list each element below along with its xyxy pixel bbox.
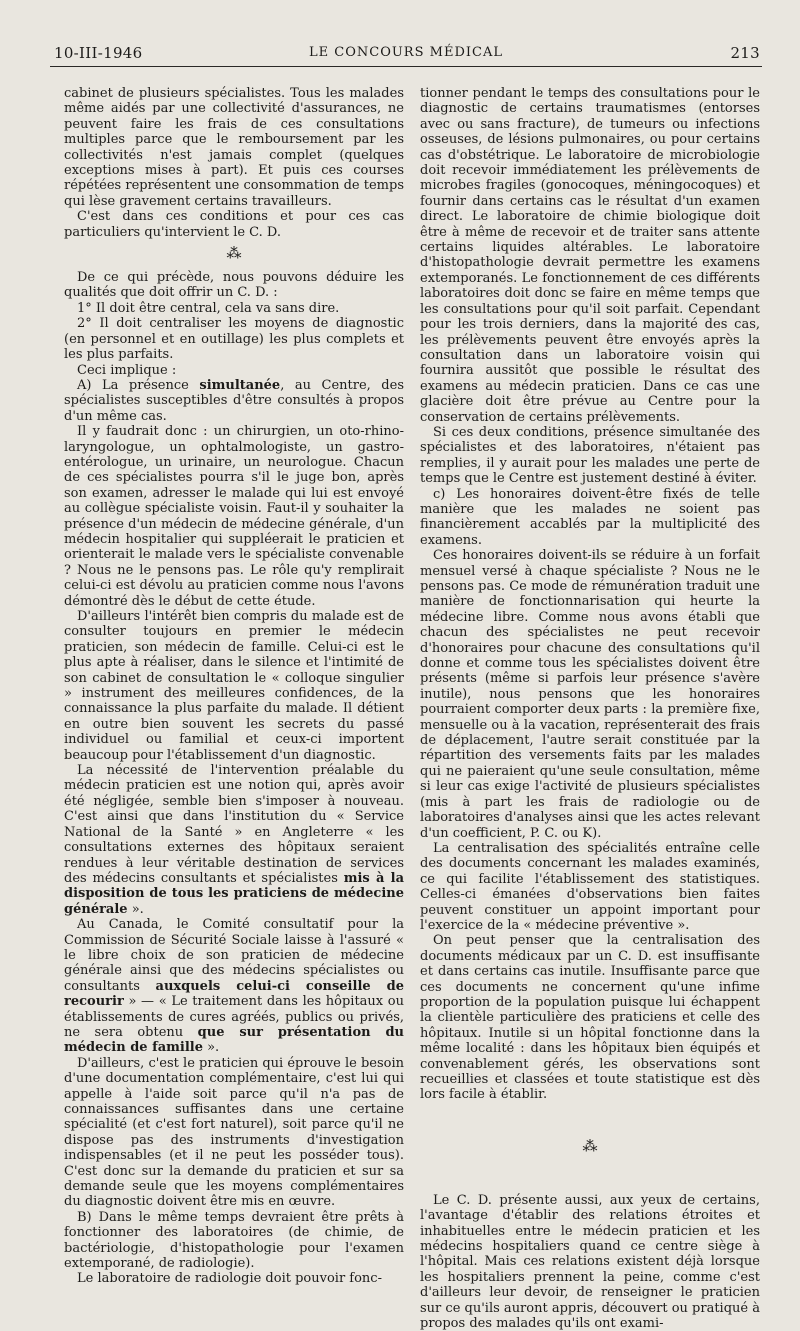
paragraph: 1° Il doit être central, cela va sans dire.	[77, 300, 340, 316]
text-run: , au Centre, des spécialistes susceptibles d'être consultés à propos d'un même cas.	[64, 377, 404, 424]
bold-text: que sur présentation du médecin de famille	[64, 1024, 405, 1056]
paragraph	[64, 917, 404, 1056]
spacer	[420, 1103, 760, 1133]
right-column	[420, 86, 760, 1331]
bold-text: mis à la disposition de tous les praticiens de médecine générale	[64, 870, 404, 917]
paragraph: B) Dans le même temps devraient être prêts à fonctionner des laboratoires (de chimie, de bactériologie, d'histopathologie pour l'examen extemporané, de radiologie).	[64, 1209, 404, 1272]
paragraph: Ces honoraires doivent-ils se réduire à un forfait mensuel versé à chaque spécialiste ? Nous ne le pensons pas. Ce mode de rémunération traduit une manière de fonctionnarisation qui heurte la médecine libre. Comme nous avons établi que chacun des spécialistes ne peut recevoir d'honoraires pour chacune des consultations qu'il donne et comme tous les spécialistes doivent être présents (même si parfois leur présence s'avère inutile), nous pensons que les honoraires pourraient comporter deux parts : la première fixe, mensuelle ou à la vacation, représenterait des frais de déplacement, l'autre serait constituée par la répartition des versements faits par les malades qui ne paieraient qu'une seule consultation, même si leur cas exige l'activité de plusieurs spécialistes (mis à part les frais de radiologie ou de laboratoires d'analyses ainsi que les actes relevant d'un coefficient, P. C. ou K).	[420, 548, 760, 841]
text-run: ».	[127, 901, 144, 917]
running-header	[50, 40, 762, 66]
paragraph: Si ces deux conditions, présence simultanée des spécialistes et des laboratoires, n'étaient pas remplies, il y aurait pour les malades une perte de temps que le Centre est justement destiné à éviter.	[420, 424, 760, 487]
left-column	[64, 86, 405, 1287]
bold-text: simultanée	[199, 377, 281, 393]
header-rule	[50, 66, 762, 67]
paragraph: 2° Il doit centraliser les moyens de diagnostic (en personnel et en outillage) les plus complets et les plus parfaits.	[64, 316, 404, 363]
text-run: Au Canada, le Comité consultatif pour la Commission de Sécurité Sociale laisse à l'assuré « le libre choix de son praticien de médecine générale ainsi que des médecins spécialistes ou consultants	[64, 917, 404, 994]
text-run: La nécessité de l'intervention préalable du médecin praticien est une notion qui, après avoir été négligée, semble bien s'imposer à nouveau. C'est ainsi que dans l'institution du « Service National de la Santé » en Angleterre « les consultations externes des hôpitaux seraient rendues à leur véritable destination de services des médecins consultants et spécialistes	[64, 763, 404, 886]
paragraph: tionner pendant le temps des consultations pour le diagnostic de certains traumatismes (entorses avec ou sans fracture), de tumeurs ou infections osseuses, de lésions pulmonaires, ou pour certains cas d'obstétrique. Le laboratoire de microbiologie doit recevoir immédiatement les prélèvements de microbes fragiles (gonocoques, méningocoques) et fournir dans certains cas le résultat d'un examen direct. Le laboratoire de chimie biologique doit être à même de recevoir et de traiter sans attente certains liquides altérables. Le laboratoire d'histopathologie devrait permettre les examens extemporanés. Le fonctionnement de ces différents laboratoires doit donc se faire en même temps que les consultations pour qu'il soit parfait. Cependant pour les trois derniers, dans la majorité des cas, les prélèvements peuvent être envoyés après la consultation dans un laboratoire voisin qui fournira aussitôt que possible le résultat des examens au médecin praticien. Dans ce cas une glacière doit être prévue au Centre pour la conservation de certains prélèvements.	[420, 86, 760, 425]
spacer	[420, 1163, 760, 1193]
paragraph: D'ailleurs, c'est le praticien qui éprouve le besoin d'une documentation complémentaire, c'est lui qui appelle à l'aide soit parce qu'il n'a pas de connaissances suffisantes dans une certaine spécialité (et c'est fort naturel), soit parce qu'il ne dispose pas des instruments d'investigation indispensables (et il ne peut les posséder tous). C'est donc sur la demande du praticien et sur sa demande seule que les moyens complémentaires du diagnostic doivent être mis en œuvre.	[64, 1055, 404, 1210]
section-separator: ⁂	[226, 244, 242, 263]
text-run: A) La présence	[77, 377, 200, 393]
paragraph: c) Les honoraires doivent-être fixés de telle manière que les malades ne soient pas financièrement accablés par la multiplicité des examens.	[420, 486, 760, 548]
header-page-number: 213	[730, 44, 760, 62]
paragraph: Le laboratoire de radiologie doit pouvoir fonc-	[77, 1271, 382, 1287]
bold-text: auxquels celui-ci conseille de recourir	[64, 978, 404, 1010]
section-separator: ⁂	[582, 1136, 598, 1155]
paragraph: Ceci implique :	[77, 362, 177, 378]
paragraph: cabinet de plusieurs spécialistes. Tous les malades même aidés par une collectivité d'assurances, ne peuvent faire les frais de ces consultations multiples parce que le remboursement par les collectivités n'est jamais complet (quelques exceptions mises à part). Et puis ces courses répétées représentent une consommation de temps qui lèse gravement certains travailleurs.	[64, 86, 404, 209]
header-journal-title: LE CONCOURS MÉDICAL	[309, 45, 503, 60]
paragraph: D'ailleurs l'intérêt bien compris du malade est de consulter toujours en premier le médecin praticien, son médecin de famille. Celui-ci est le plus apte à réaliser, dans le silence et l'intimité de son cabinet de consultation le « colloque singulier » instrument des meilleures confidences, de la connaissance la plus parfaite du malade. Il détient en outre bien souvent les secrets du passé individuel ou familial et ceux-ci importent beaucoup pour l'établissement d'un diagnostic.	[64, 609, 404, 763]
text-run: » — « Le traitement dans les hôpitaux ou établissements de cures agréés, publics ou privés, ne sera obtenu	[64, 994, 404, 1040]
header-date: 10-III-1946	[54, 44, 143, 62]
paragraph: Le C. D. présente aussi, aux yeux de certains, l'avantage d'établir des relations étroites et inhabituelles entre le médecin praticien et les médecins hospitaliers quand ce centre siège à l'hôpital. Mais ces relations existent déjà lorsque les hospitaliers prennent la peine, comme c'est d'ailleurs leur devoir, de renseigner le praticien sur ce qu'ils auront appris, découvert ou pratiqué à propos des malades qu'ils ont exami-	[420, 1192, 760, 1331]
paragraph: C'est dans ces conditions et pour ces cas particuliers qu'intervient le C. D.	[64, 209, 404, 240]
paragraph	[64, 763, 404, 917]
text-run: ».	[202, 1040, 220, 1056]
paragraph: De ce qui précède, nous pouvons déduire les qualités que doit offrir un C. D. :	[64, 270, 404, 301]
paragraph: On peut penser que la centralisation des documents médicaux par un C. D. est insuffisante et dans certains cas inutile. Insuffisante parce que ces documents ne concernent qu'une infime proportion de la population puisque lui échappent la clientèle particulière des praticiens et celle des hôpitaux. Inutile si un hôpital fonctionne dans la même localité : dans les hôpitaux bien équipés et convenablement gérés, les observations sont recueillies et classées et toute statistique est dès lors facile à établir.	[420, 933, 760, 1103]
paragraph: Il y faudrait donc : un chirurgien, un oto-rhino-laryngologue, un ophtalmologiste, un gastro-entérologue, un urinaire, un neurologue. Chacun de ces spécialistes pourra s'il le juge bon, après son examen, adresser le malade qui lui est envoyé au collègue spécialiste voisin. Faut-il y souhaiter la présence d'un médecin de médecine générale, d'un médecin hospitalier qui suppléerait le praticien et orienterait le malade vers le spécialiste convenable ? Nous ne le pensons pas. Le rôle qu'y remplirait celui-ci est dévolu au praticien comme nous l'avons démontré dès le début de cette étude.	[64, 424, 404, 609]
paragraph: La centralisation des spécialités entraîne celle des documents concernant les malades examinés, ce qui facilite l'établissement des statistiques. Celles-ci émanées d'observations bien faites peuvent constituer un appoint important pour l'exercice de la « médecine préventive ».	[420, 840, 760, 933]
paragraph	[64, 378, 404, 424]
